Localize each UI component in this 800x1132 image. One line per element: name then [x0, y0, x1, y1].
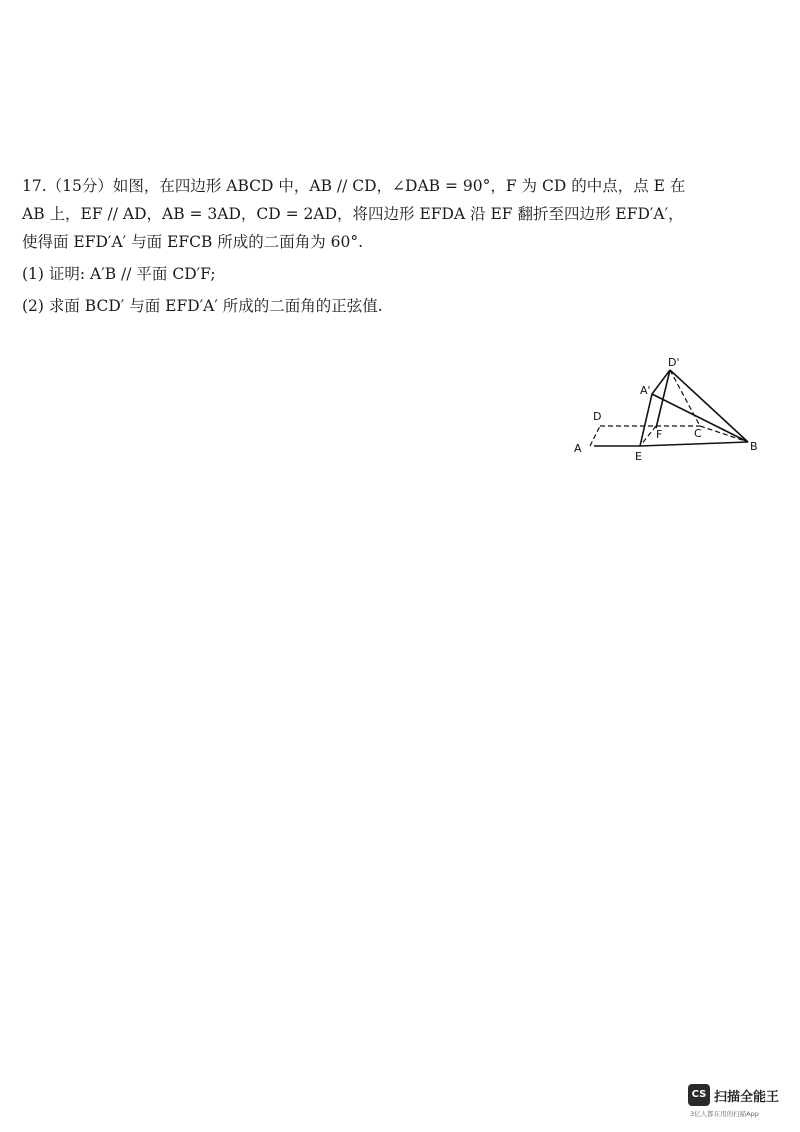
- watermark-tagline: 3亿人都在用的扫描App: [690, 1110, 759, 1118]
- edge-E-B: [640, 442, 748, 446]
- edge-Dprime-B: [670, 370, 748, 442]
- label-F: F: [656, 428, 663, 441]
- sub-question-1: (1) 证明: A′B // 平面 CD′F;: [22, 265, 216, 283]
- geometry-figure: [560, 356, 776, 466]
- problem-17: [22, 172, 782, 320]
- geometry-figure-svg: [560, 356, 776, 466]
- problem-statement-line-2: AB 上，EF // AD，AB = 3AD，CD = 2AD，将四边形 EFDA 沿 EF 翻折至四边形 EFD′A′，: [22, 205, 684, 223]
- label-A: A: [574, 442, 582, 455]
- label-E: E: [635, 450, 642, 463]
- problem-statement-line-3: 使得面 EFD′A′ 与面 EFCB 所成的二面角为 60°.: [22, 233, 364, 251]
- edge-E-Aprime: [640, 394, 652, 446]
- edge-A-D: [590, 426, 600, 446]
- label-D-prime: D': [668, 356, 680, 369]
- watermark-app-name: 扫描全能王: [714, 1090, 780, 1105]
- edge-C-B: [700, 426, 748, 442]
- label-A-prime: A': [640, 384, 651, 397]
- problem-statement-line-1: 17.（15分）如图，在四边形 ABCD 中，AB // CD，∠DAB = 90°，F 为 CD 的中点，点 E 在: [22, 177, 686, 195]
- label-B: B: [750, 440, 758, 453]
- camscanner-logo-icon: CS: [688, 1084, 710, 1106]
- label-D: D: [593, 410, 602, 423]
- scanner-watermark: [688, 1084, 798, 1124]
- label-C: C: [694, 427, 702, 440]
- edge-Dprime-C: [670, 370, 700, 426]
- sub-question-2: (2) 求面 BCD′ 与面 EFD′A′ 所成的二面角的正弦值.: [22, 297, 383, 315]
